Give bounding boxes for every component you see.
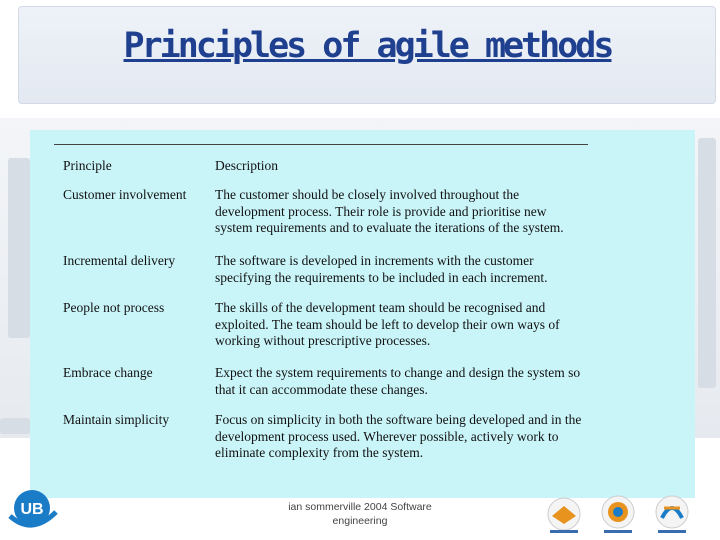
row-principle: People not process	[63, 300, 165, 315]
partner-logo-1	[542, 496, 586, 536]
header-description: Description	[215, 158, 278, 173]
partner-logo-2	[596, 494, 640, 536]
ub-logo	[4, 484, 60, 534]
row-principle: Incremental delivery	[63, 253, 176, 268]
footer-note: ian sommerville 2004 Software engineering	[288, 501, 432, 527]
partner-logo-3	[650, 494, 694, 536]
row-description: Expect the system requirements to change and design the system so that it can accommodate these changes.	[215, 365, 581, 397]
row-principle: Embrace change	[63, 365, 153, 380]
row-description: The software is developed in increments with the customer specifying the requirements to be included in each increment.	[215, 253, 548, 285]
table-top-rule	[54, 144, 588, 145]
header-principle: Principle	[63, 158, 112, 173]
row-description: Focus on simplicity in both the software being developed and in the development process used. Wherever possible, actively work to eliminate complexity from the system.	[215, 412, 582, 460]
row-description: The customer should be closely involved throughout the development process. Their role is provide and prioritise new system requirements and to evaluate the iterations of the system.	[215, 187, 564, 235]
row-description: The skills of the development team should be recognised and exploited. The team should be left to develop their own ways of working without prescriptive processes.	[215, 300, 560, 348]
row-principle: Customer involvement	[63, 187, 187, 202]
slide-title: Principles of agile methods	[123, 26, 612, 66]
svg-text:UB: UB	[20, 501, 44, 518]
row-principle: Maintain simplicity	[63, 412, 170, 427]
